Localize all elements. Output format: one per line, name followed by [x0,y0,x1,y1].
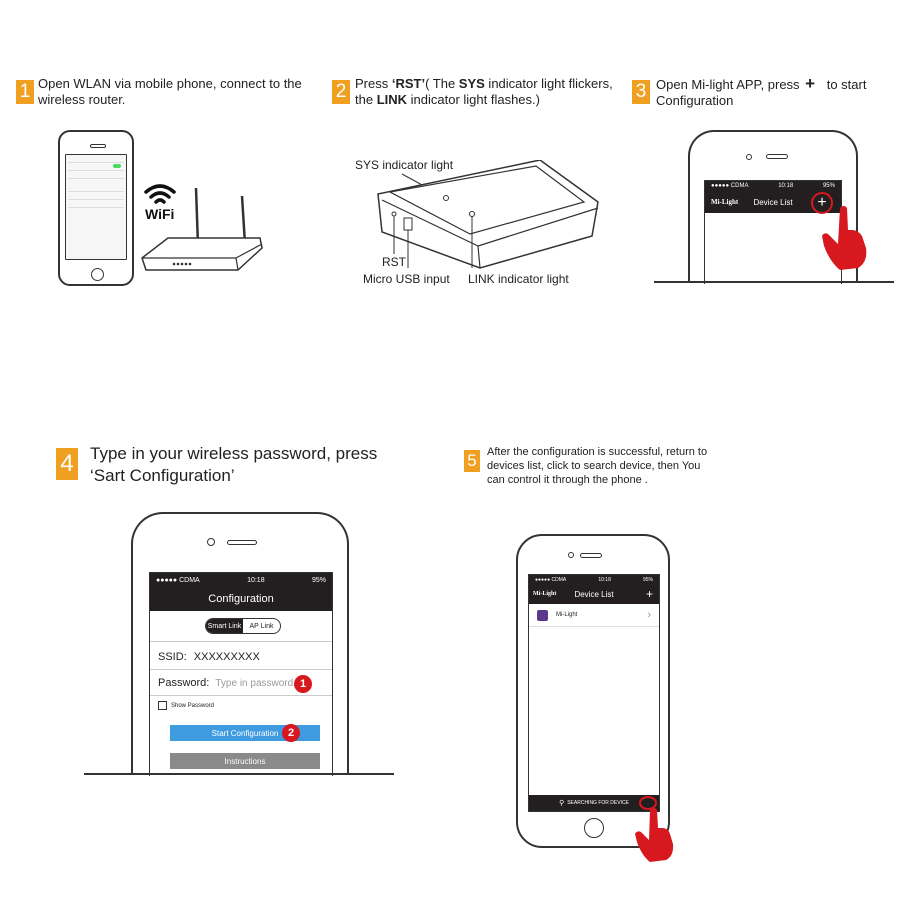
search-icon: ⚲ [559,800,565,807]
tap-hand-icon [632,806,676,864]
step-4-line1: Type in your wireless password, press [90,444,378,463]
step-4-line2: ‘Sart Configuration’ [90,466,235,485]
front-camera [207,538,215,546]
wlan-list [68,157,124,208]
clock: 10:18 [247,576,265,584]
configuration-header [150,587,332,611]
step-3-line1: Open Mi-light APP, press + to start [656,74,867,93]
clock: 10:18 [778,183,794,189]
status-bar [705,181,841,191]
step-4-baseline [84,773,394,775]
step-4-phone [131,512,349,774]
ssid-label: SSID: [158,651,187,663]
step-3-number: 3 [632,80,650,104]
step-1-line1: Open WLAN via mobile phone, connect to the [38,76,302,91]
front-camera [568,552,574,558]
rst-label: RST [382,255,406,269]
ssid-value: XXXXXXXXX [193,651,260,663]
device-list-header [529,584,659,604]
ssid-row [158,651,260,663]
add-device-button[interactable]: + [645,587,653,601]
app-logo: Mi-Light [711,198,739,206]
step-badge-2: 2 [282,724,300,742]
show-password-checkbox[interactable] [158,701,167,710]
step-3-baseline [654,281,894,283]
step-5-text [487,445,707,487]
header-title: Device List [753,197,793,207]
step-5-number: 5 [464,450,480,472]
tab-smart-link[interactable]: Smart Link [206,619,243,633]
device-list-item[interactable] [529,604,659,627]
step-badge-1: 1 [294,675,312,693]
divider [150,641,332,642]
step-1-line2: wireless router. [38,92,126,107]
search-status-text: SEARCHING FOR DEVICE [567,800,629,806]
show-password-label: Show Password [171,702,215,709]
instructions-button[interactable]: Instructions [170,753,320,769]
step-5-screen [528,574,660,812]
device-name: Mi-Light [556,612,578,618]
speaker [227,540,257,545]
step-1-text [38,76,302,108]
clock: 10:18 [598,576,611,583]
step-3-line2: Configuration [656,93,734,108]
home-button [91,268,104,281]
step-1-number: 1 [16,80,34,104]
link-indicator-label: LINK indicator light [468,272,569,286]
step-2-line2: the LINK indicator light flashes.) [355,92,540,107]
divider [150,669,332,670]
battery: 95% [642,576,653,583]
step-4-number: 4 [56,448,78,480]
add-device-button[interactable]: + [811,192,833,214]
step-5-line1: After the configuration is successful, return to [487,446,708,458]
sys-indicator-label: SYS indicator light [355,158,454,172]
tap-hand-icon [818,202,870,272]
step-2-text [355,76,613,108]
battery: 95% [311,576,326,584]
header-title: Configuration [208,593,274,605]
speaker [90,144,106,148]
step-2-number: 2 [332,80,350,104]
speaker [766,154,788,159]
plus-icon: + [805,74,816,93]
chevron-right-icon: › [647,609,651,621]
step-5-line2: devices list, click to search device, then You [487,460,701,472]
divider [150,695,332,696]
step-5-phone [516,534,670,848]
step-5-line3: can control it through the phone . [487,474,648,486]
show-password-row [158,701,214,710]
step-1-phone-screen [65,154,127,260]
carrier: ●●●●● CDMA [535,576,567,583]
router-icon [138,186,268,286]
link-mode-toggle [205,618,281,634]
password-field[interactable]: Type in password [215,677,294,689]
carrier: ●●●●● CDMA [711,183,749,189]
step-2-line1: Press ‘RST’( The SYS indicator light flickers, [355,76,613,91]
step-4-screen [149,572,333,776]
wifi-label: WiFi [145,206,175,222]
password-row [158,677,293,689]
app-logo: Mi-Light [533,591,557,597]
controller-device [370,160,610,280]
tab-ap-link[interactable]: AP Link [249,622,274,630]
home-button [584,818,604,838]
step-4-text [90,443,377,487]
header-title: Device List [574,589,614,599]
front-camera [746,154,752,160]
speaker [580,553,602,558]
carrier: ●●●●● CDMA [156,576,200,584]
password-label: Password: [158,677,210,689]
step-1-phone [58,130,134,286]
micro-usb-label: Micro USB input [363,272,450,286]
battery: 95% [822,183,835,189]
step-3-text [656,76,866,109]
status-bar [529,575,659,584]
status-bar [150,573,332,587]
start-configuration-button[interactable]: Start Configuration [170,725,320,741]
device-icon [537,610,548,621]
